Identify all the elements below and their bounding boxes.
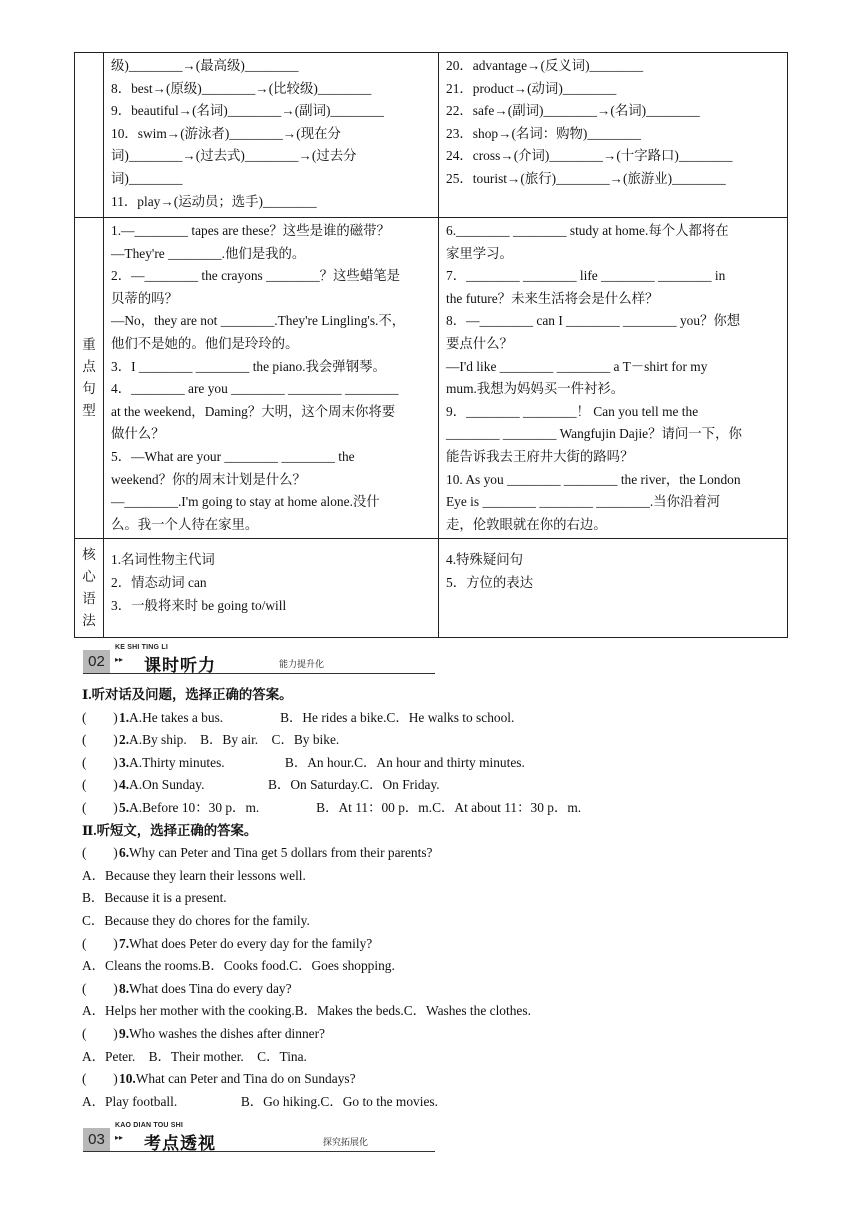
key-sentences-row xyxy=(75,218,788,539)
vocab-line: 25．tourist→(旅行)________→(旅游业)________ xyxy=(446,170,726,186)
sentence-line: the future？未来生活将会是什么样？ xyxy=(446,290,659,306)
key-sentences-label xyxy=(75,218,104,539)
answer-blank[interactable]: ( ) xyxy=(82,1071,118,1087)
sentences-left-column xyxy=(104,218,439,539)
section-pinyin: KE SHI TING LI xyxy=(115,644,168,651)
option-a: A.On Sunday. xyxy=(129,777,205,793)
question-number: 1. xyxy=(119,709,130,725)
vocab-left-column xyxy=(104,53,439,218)
vocab-line: 词)________→(过去式)________→(过去分 xyxy=(111,148,357,164)
option-line: C．Because they do chores for the family. xyxy=(82,912,310,928)
option-b: B．An hour. xyxy=(284,754,355,770)
grammar-right-column xyxy=(439,539,788,638)
section-number: 03 xyxy=(83,1128,110,1151)
sentence-line: —They're ________.他们是我的。 xyxy=(111,245,306,261)
question-2 xyxy=(82,729,782,752)
sentence-line: —I'd like ________ ________ a T－shirt for my xyxy=(446,358,708,374)
label-char: 法 xyxy=(82,613,96,629)
sentence-line: 他们不是她的。他们是玲玲的。 xyxy=(111,335,299,351)
grammar-line: 1.名词性物主代词 xyxy=(111,552,215,568)
option-a: A.He takes a bus. xyxy=(129,709,224,725)
option-b: B．He rides a bike. xyxy=(280,709,387,725)
vocab-line: 20．advantage→(反义词)________ xyxy=(446,58,644,73)
sentence-line: 8．—________ can I ________ ________ you？你想 xyxy=(446,313,741,329)
answer-blank[interactable]: ( ) xyxy=(82,777,118,793)
option-a: A.Thirty minutes. xyxy=(129,754,225,770)
sentence-line: 2．—________ the crayons ________？这些蜡笔是 xyxy=(111,268,400,284)
label-char: 点 xyxy=(82,359,96,375)
question-4 xyxy=(82,774,782,797)
question-number: 2. xyxy=(119,732,130,748)
vocab-line: 词)________ xyxy=(111,170,183,186)
vocab-line: 22．safe→(副词)________→(名词)________ xyxy=(446,103,700,119)
answer-blank[interactable]: ( ) xyxy=(82,935,118,951)
grammar-line: 4.特殊疑问句 xyxy=(446,552,523,568)
question-8 xyxy=(82,978,782,1001)
question-text: What does Peter do every day for the family? xyxy=(129,935,373,951)
label-char: 句 xyxy=(82,381,96,397)
sentence-line: 贝蒂的吗？ xyxy=(111,290,178,306)
option-c: C．An hour and thirty minutes. xyxy=(354,754,525,770)
sentence-line: 4．________ are you ________ ________ ________ xyxy=(111,381,399,397)
sentence-line: Eye is ________ ________ ________.当你沿着河 xyxy=(446,494,721,510)
sentence-line: 5．—What are your ________ ________ the xyxy=(111,448,355,464)
option-c: C．At about 11：30 p．m. xyxy=(432,799,582,815)
sentence-line: —________.I'm going to stay at home alone.没什 xyxy=(111,494,380,510)
question-number: 5. xyxy=(119,799,130,815)
answer-blank[interactable]: ( ) xyxy=(82,1025,118,1041)
vocab-line: 9．beautiful→(名词)________→(副词)________ xyxy=(111,103,384,119)
question-text: Why can Peter and Tina get 5 dollars from their parents? xyxy=(129,845,433,861)
vocab-line: 21．product→(动词)________ xyxy=(446,80,617,96)
option-c: C．By bike. xyxy=(271,732,340,748)
part-2-heading: Ⅱ.听短文，选择正确的答案。 xyxy=(82,822,258,838)
core-grammar-row xyxy=(75,539,788,638)
sentence-line: —No，they are not ________.They're Lingling's.不， xyxy=(111,313,406,329)
core-grammar-label xyxy=(75,539,104,638)
question-text: What can Peter and Tina do on Sundays? xyxy=(135,1071,356,1087)
answer-blank[interactable]: ( ) xyxy=(82,754,118,770)
section-title: 考点透视 xyxy=(144,1134,216,1154)
vocab-line: 11．play→(运动员；选手)________ xyxy=(111,193,317,209)
vocab-line: 8．best→(原级)________→(比较级)________ xyxy=(111,80,372,96)
section-subtitle: 探究拓展化 xyxy=(323,1138,369,1148)
sentence-line: 10. As you ________ ________ the river，the London xyxy=(446,471,741,487)
grammar-left-column xyxy=(104,539,439,638)
section-number: 02 xyxy=(83,650,110,673)
sentence-line: 7．________ ________ life ________ ________ in xyxy=(446,268,726,284)
option-gap xyxy=(259,800,316,815)
question-number: 8. xyxy=(119,980,130,996)
vocab-line: 24．cross→(介词)________→(十字路口)________ xyxy=(446,148,733,164)
part-1-heading: Ⅰ.听对话及问题，选择正确的答案。 xyxy=(82,687,293,702)
answer-blank[interactable]: ( ) xyxy=(82,799,118,815)
option-line: A．Because they learn their lessons well. xyxy=(82,867,306,883)
question-3 xyxy=(82,752,782,775)
option-b: B．By air. xyxy=(200,732,259,748)
sentence-line: 走，伦敦眼就在你的右边。 xyxy=(446,516,607,532)
answer-blank[interactable]: ( ) xyxy=(82,845,118,861)
section-divider xyxy=(83,673,435,674)
review-table xyxy=(74,52,788,638)
sentence-line: at the weekend，Daming？大明，这个周末你将要 xyxy=(111,403,396,419)
option-line: A．Cleans the rooms.B．Cooks food.C．Goes shopping. xyxy=(82,958,395,974)
option-a: A.By ship. xyxy=(129,732,187,748)
grammar-line: 5．方位的表达 xyxy=(446,574,534,590)
option-b: B．At 11：00 p．m. xyxy=(316,799,433,815)
sentence-line: mum.我想为妈妈买一件衬衫。 xyxy=(446,381,625,397)
section-title: 课时听力 xyxy=(144,656,216,676)
vocab-row xyxy=(75,53,788,218)
grammar-line: 3．一般将来时 be going to/will xyxy=(111,597,287,613)
section-02-banner xyxy=(83,646,435,674)
question-text: Who washes the dishes after dinner? xyxy=(129,1025,326,1041)
vocab-line: 10．swim→(游泳者)________→(现在分 xyxy=(111,125,341,141)
option-a: A.Before 10：30 p．m. xyxy=(129,799,260,815)
option-line: A．Play football. B．Go hiking.C．Go to the movies. xyxy=(82,1093,438,1109)
option-c: C．He walks to school. xyxy=(386,709,515,725)
question-number: 4. xyxy=(119,777,130,793)
answer-blank[interactable]: ( ) xyxy=(82,732,118,748)
listening-section xyxy=(82,684,782,1113)
section-subtitle: 能力提升化 xyxy=(279,660,325,670)
question-number: 3. xyxy=(119,754,130,770)
grammar-line: 2．情态动词 can xyxy=(111,574,207,590)
option-line: A．Helps her mother with the cooking.B．Makes the beds.C．Washes the clothes. xyxy=(82,1003,531,1019)
vocab-right-column xyxy=(439,53,788,218)
sentence-line: 1.—________ tapes are these？这些是谁的磁带？ xyxy=(111,223,390,238)
option-line: A．Peter. B．Their mother. C．Tina. xyxy=(82,1048,307,1064)
double-arrow-icon: ▸▸ xyxy=(115,655,124,664)
vocab-line: 级)________→(最高级)________ xyxy=(111,58,299,73)
vocab-label-cell xyxy=(75,53,104,218)
option-gap xyxy=(204,777,268,792)
label-char: 心 xyxy=(82,569,96,585)
sentence-line: 9．________ ________！ Can you tell me the xyxy=(446,403,699,419)
double-arrow-icon: ▸▸ xyxy=(115,1133,124,1142)
sentence-line: ________ ________ Wangfujin Dajie？请问一下，你 xyxy=(446,426,742,442)
section-pinyin: KAO DIAN TOU SHI xyxy=(115,1122,184,1129)
question-number: 9. xyxy=(119,1025,130,1041)
answer-blank[interactable]: ( ) xyxy=(82,709,118,725)
question-6 xyxy=(82,842,782,865)
sentences-right-column xyxy=(439,218,788,539)
label-char: 重 xyxy=(82,337,96,353)
question-number: 6. xyxy=(119,845,130,861)
question-1 xyxy=(82,707,782,730)
vocab-line: 23．shop→(名词：购物)________ xyxy=(446,125,641,141)
question-text: What does Tina do every day? xyxy=(129,980,292,996)
question-9 xyxy=(82,1023,782,1046)
option-gap xyxy=(223,710,280,725)
question-5 xyxy=(82,797,782,820)
sentence-line: 6.________ ________ study at home.每个人都将在 xyxy=(446,223,729,238)
label-char: 语 xyxy=(82,591,96,607)
answer-blank[interactable]: ( ) xyxy=(82,980,118,996)
sentence-line: 能告诉我去王府井大街的路吗？ xyxy=(446,448,634,464)
option-gap xyxy=(187,732,200,747)
section-03-banner xyxy=(83,1124,435,1152)
sentence-line: 做什么？ xyxy=(111,426,165,442)
question-number: 7. xyxy=(119,935,130,951)
sentence-line: 家里学习。 xyxy=(446,245,513,261)
sentence-line: 3．I ________ ________ the piano.我会弹钢琴。 xyxy=(111,358,386,374)
sentence-line: weekend？你的周末计划是什么？ xyxy=(111,471,306,487)
option-c: C．On Friday. xyxy=(360,777,440,793)
sentence-line: 么。我一个人待在家里。 xyxy=(111,516,259,532)
question-number: 10. xyxy=(119,1071,136,1087)
label-char: 型 xyxy=(82,403,96,419)
question-10 xyxy=(82,1068,782,1091)
option-gap xyxy=(225,755,285,770)
sentence-line: 要点什么？ xyxy=(446,335,513,351)
label-char: 核 xyxy=(82,547,96,563)
option-b: B．On Saturday. xyxy=(268,777,361,793)
section-divider xyxy=(83,1151,435,1152)
option-line: B．Because it is a present. xyxy=(82,890,227,906)
question-7 xyxy=(82,933,782,956)
